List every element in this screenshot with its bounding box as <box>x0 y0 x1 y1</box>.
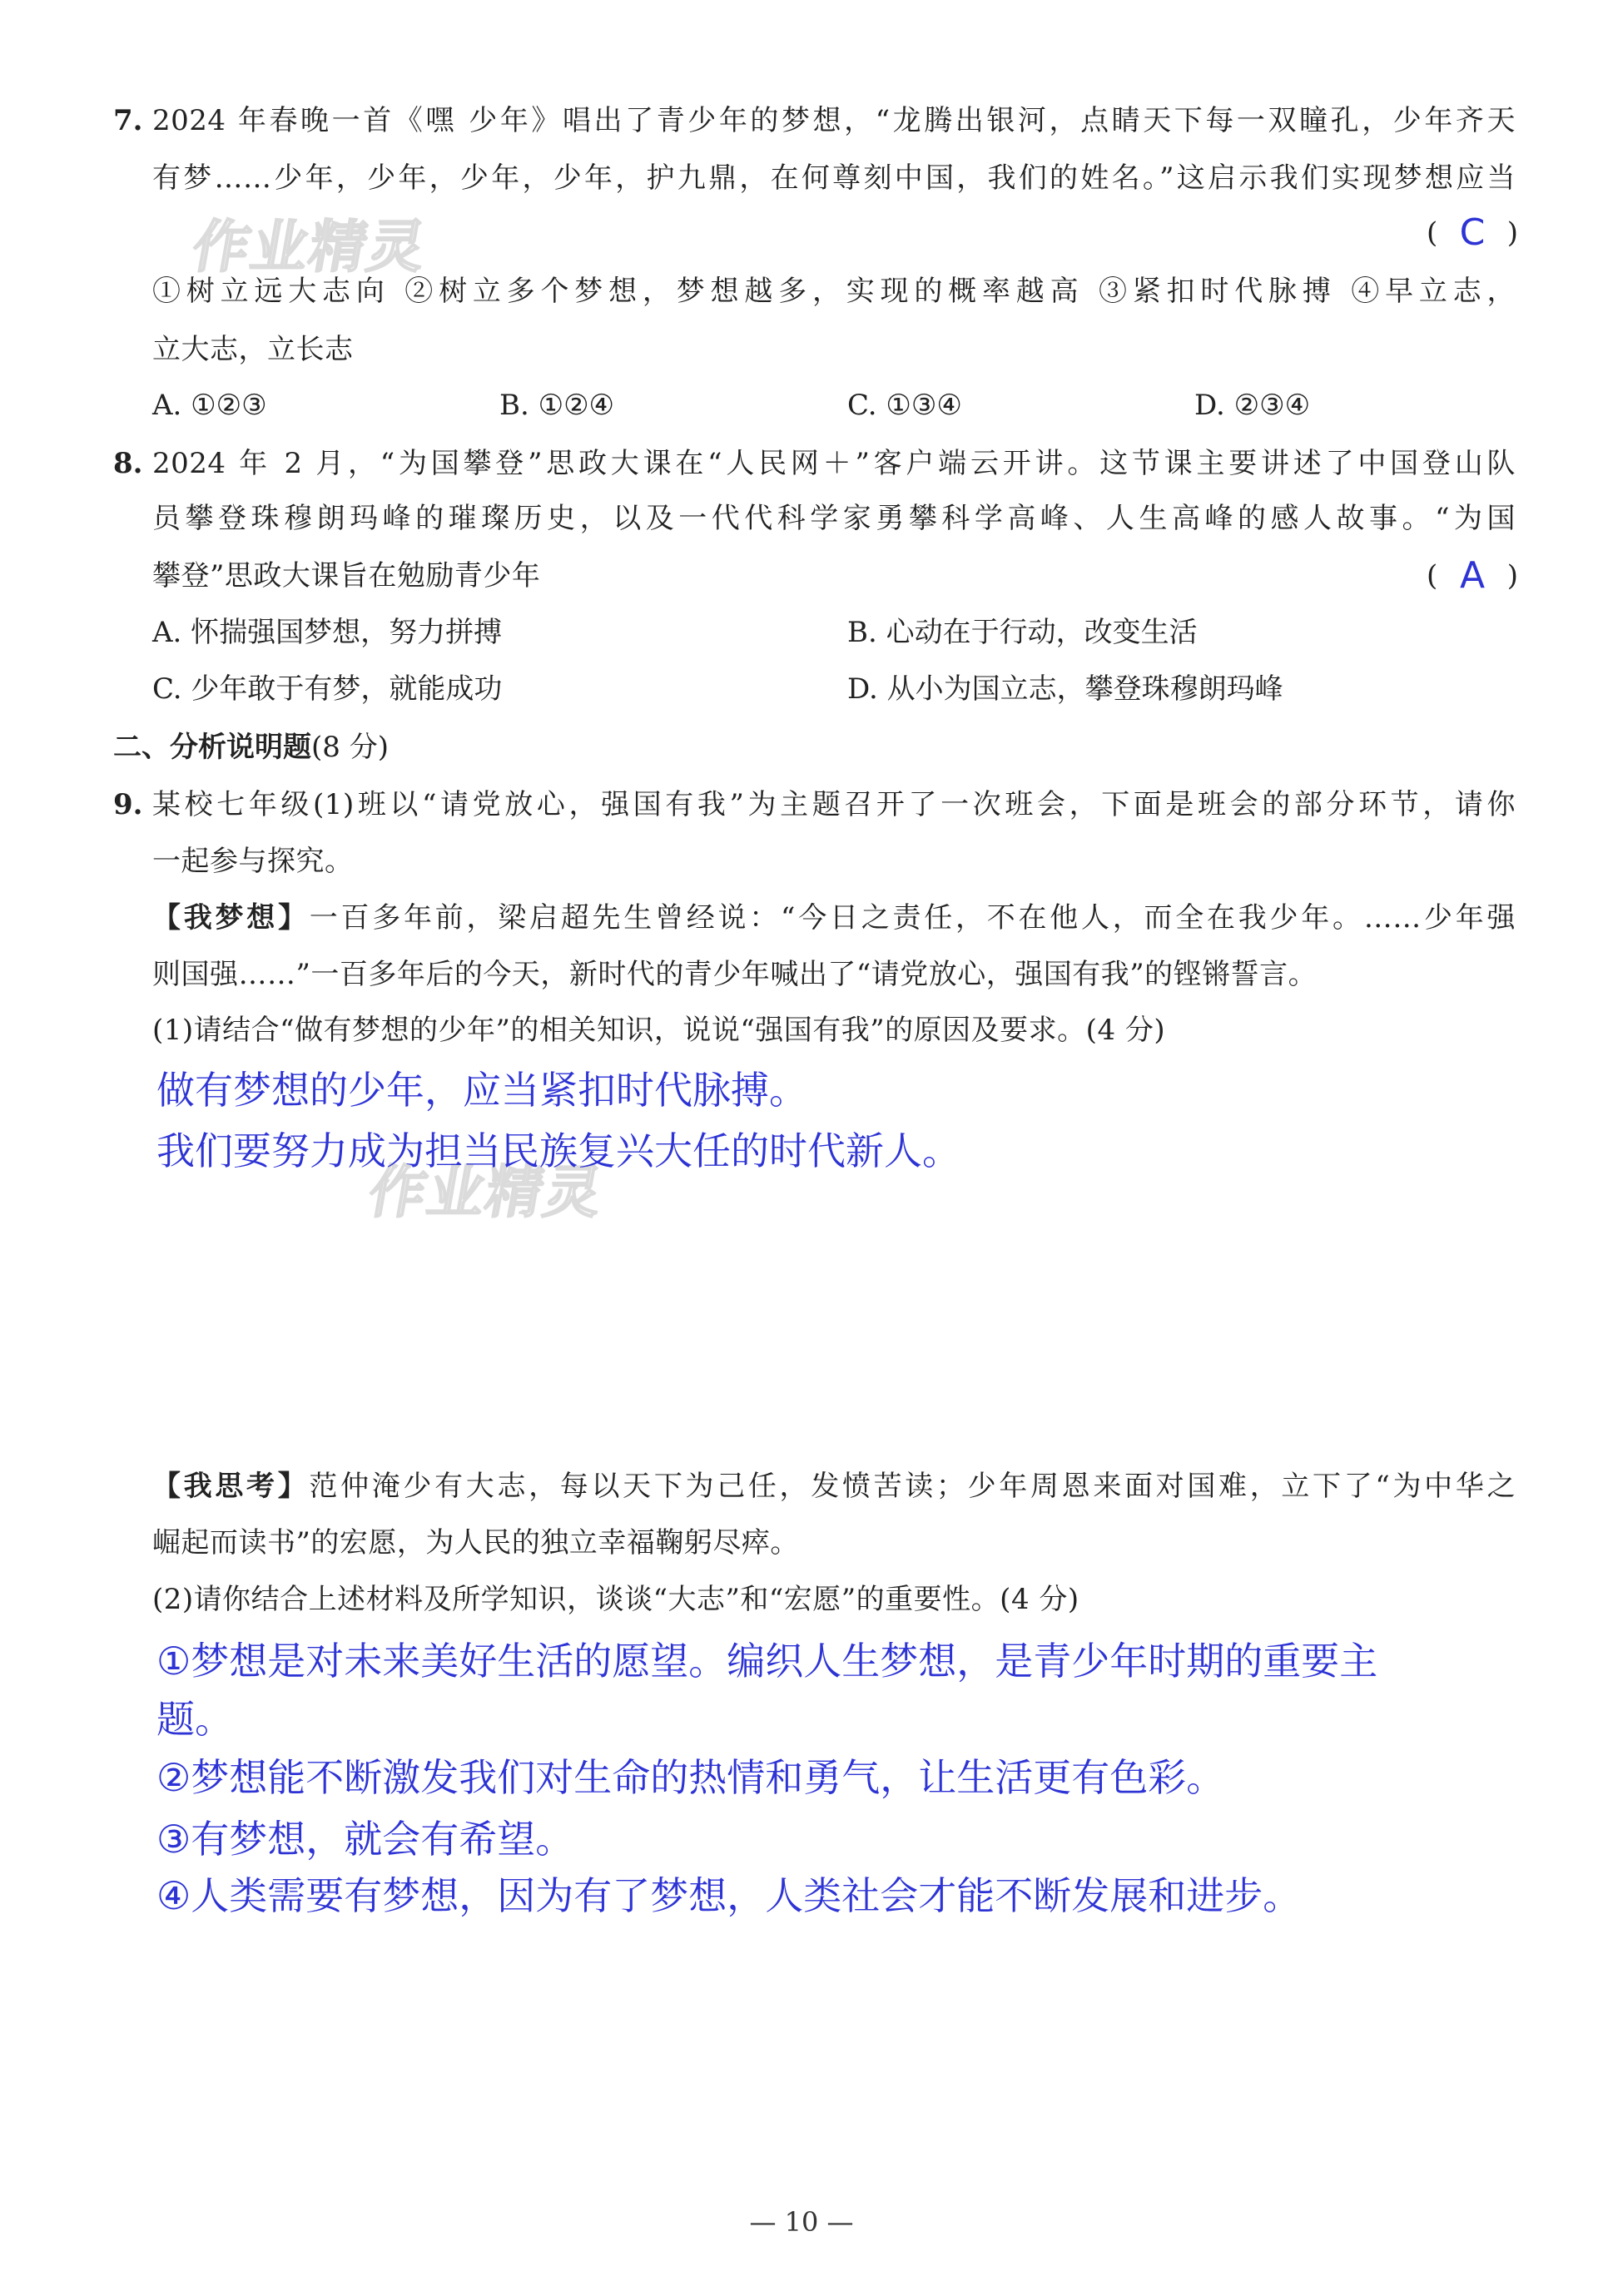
question-7-answer-letter: C <box>1459 211 1486 254</box>
dream-material-text-1: 一百多年前，梁启超先生曾经说：“今日之责任，不在他人，而全在我少年。……少年强 <box>309 901 1516 935</box>
think-material-line-2: 崛起而读书”的宏愿，为人民的独立幸福鞠躬尽瘁。 <box>152 1526 799 1560</box>
section-2-heading <box>113 724 389 771</box>
dream-material-line-1 <box>152 895 1516 941</box>
answer-paren-close: ) <box>1506 216 1518 250</box>
question-7-answer-box <box>1427 210 1518 256</box>
sub-question-2-answer-line: ①梦想是对未来美好生活的愿望。编织人生梦想，是青少年时期的重要主 <box>156 1639 1378 1684</box>
think-material-text-1: 范仲淹少有大志，每以天下为己任，发愤苦读；少年周恩来面对国难，立下了“为中华之 <box>309 1470 1516 1503</box>
question-7-statements-line-2: 立大志，立长志 <box>152 333 354 366</box>
answer-paren-open: ( <box>1427 559 1438 593</box>
section-2-points: (8 分) <box>311 731 389 764</box>
question-9-number: 9. <box>113 788 143 821</box>
section-2-title: 二、分析说明题 <box>113 731 311 764</box>
think-section-tag: 【我思考】 <box>152 1470 310 1503</box>
question-8-choice-b: B. 心动在于行动，改变生活 <box>847 616 1198 649</box>
question-8-stem-line-2: 员攀登珠穆朗玛峰的璀璨历史，以及一代代科学家勇攀科学高峰、人生高峰的感人故事。“为国 <box>152 502 1516 535</box>
watermark-logo: 作业精灵 <box>364 1160 609 1226</box>
question-7-choice-c: C. ①③④ <box>847 389 962 422</box>
page-number: — 10 — <box>749 2206 854 2238</box>
question-7-stem-line-1: 2024 年春晚一首《嘿 少年》唱出了青少年的梦想，“龙腾出银河，点睛天下每一双瞳孔，少年齐天 <box>152 104 1516 137</box>
dream-material-line-2: 则国强……”一百多年后的今天，新时代的青少年喊出了“请党放心，强国有我”的铿锵誓言。 <box>152 958 1318 991</box>
question-8-number: 8. <box>113 447 143 480</box>
question-7-statements-line-1: ①树立远大志向 ②树立多个梦想，梦想越多，实现的概率越高 ③紧扣时代脉搏 ④早立志， <box>152 275 1516 308</box>
sub-question-1-answer-line: 做有梦想的少年，应当紧扣时代脉搏。 <box>156 1068 807 1113</box>
question-7-stem-line-2: 有梦……少年，少年，少年，少年，护九鼎，在何尊刻中国，我们的姓名。”这启示我们实现梦想应当 <box>152 161 1516 195</box>
sub-question-2: (2)请你结合上述材料及所学知识，谈谈“大志”和“宏愿”的重要性。(4 分) <box>152 1583 1079 1616</box>
sub-question-2-answer-line: ③有梦想，就会有希望。 <box>156 1817 574 1862</box>
answer-paren-close: ) <box>1506 559 1518 593</box>
question-8-stem-line-3: 攀登”思政大课旨在勉励青少年 <box>152 559 541 593</box>
sub-question-2-answer-line: ②梦想能不断激发我们对生命的热情和勇气，让生活更有色彩。 <box>156 1755 1225 1800</box>
question-9-stem-line-2: 一起参与探究。 <box>152 845 354 878</box>
question-8-choice-a: A. 怀揣强国梦想，努力拼搏 <box>152 616 503 649</box>
question-7-choice-a: A. ①②③ <box>152 389 267 422</box>
question-8-answer-box <box>1427 553 1518 599</box>
answer-paren-open: ( <box>1427 216 1438 250</box>
sub-question-2-answer-line: 题。 <box>156 1697 233 1742</box>
sub-question-1-answer-line: 我们要努力成为担当民族复兴大任的时代新人。 <box>156 1128 960 1173</box>
question-9-stem-line-1: 某校七年级(1)班以“请党放心，强国有我”为主题召开了一次班会，下面是班会的部分环节，请你 <box>152 788 1516 821</box>
question-7-number: 7. <box>113 104 143 137</box>
question-8-choice-d: D. 从小为国立志，攀登珠穆朗玛峰 <box>847 672 1283 706</box>
question-7-choice-d: D. ②③④ <box>1194 389 1311 422</box>
question-7-choice-b: B. ①②④ <box>499 389 615 422</box>
question-8-stem-line-1: 2024 年 2 月，“为国攀登”思政大课在“人民网＋”客户端云开讲。这节课主要讲述了中国登山队 <box>152 447 1516 480</box>
think-material-line-1 <box>152 1463 1516 1510</box>
question-8-choice-c: C. 少年敢于有梦，就能成功 <box>152 672 503 706</box>
sub-question-1: (1)请结合“做有梦想的少年”的相关知识，说说“强国有我”的原因及要求。(4 分) <box>152 1014 1166 1047</box>
watermark-logo: 作业精灵 <box>187 215 433 280</box>
dream-section-tag: 【我梦想】 <box>152 901 310 935</box>
sub-question-2-answer-line: ④人类需要有梦想，因为有了梦想，人类社会才能不断发展和进步。 <box>156 1873 1302 1918</box>
question-8-answer-letter: A <box>1459 554 1486 597</box>
